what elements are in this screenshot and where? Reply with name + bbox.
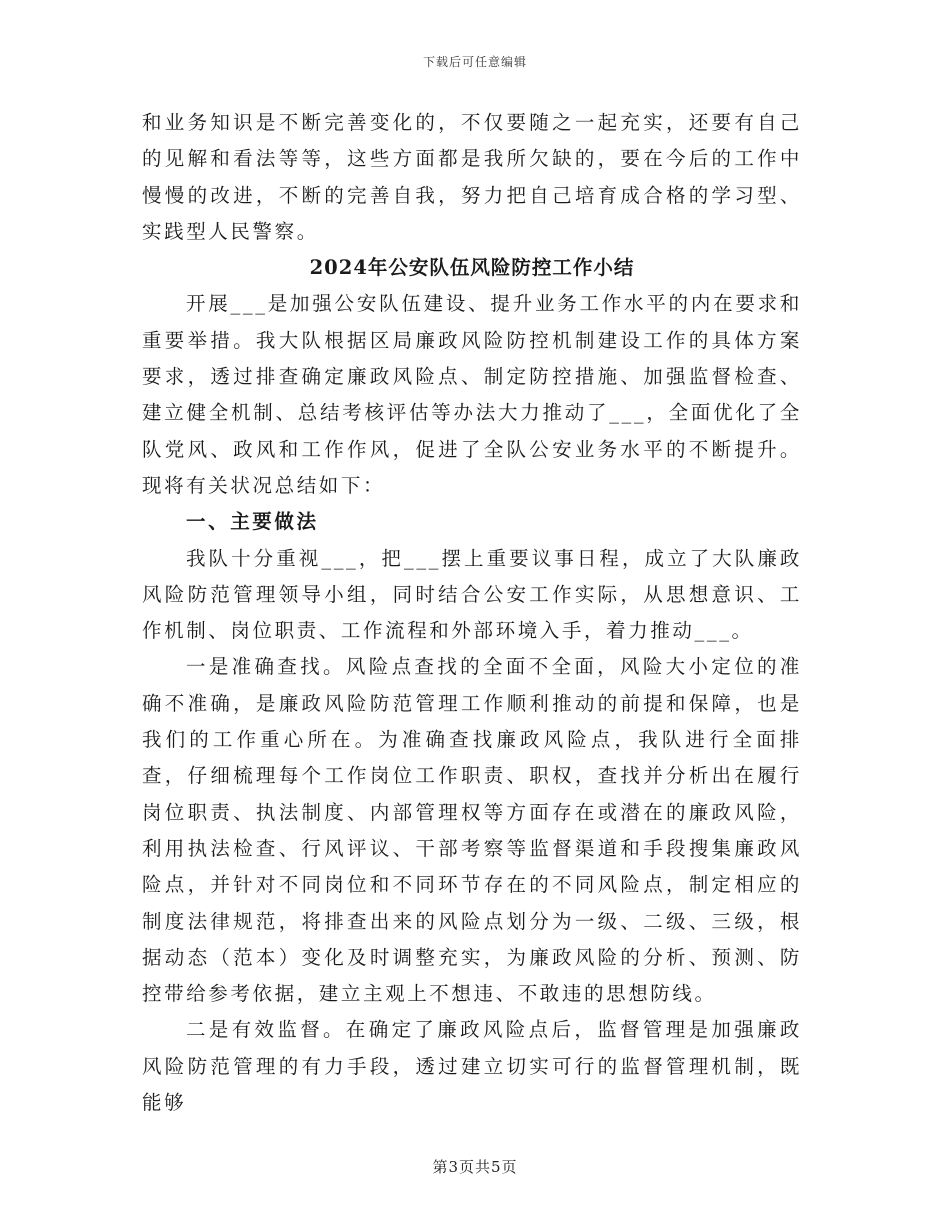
paragraph-accurate-search: 一是准确查找。风险点查找的全面不全面，风险大小定位的准确不准确，是廉政风险防范管理工作顺利推动的前提和保障，也是我们的工作重心所在。为准确查找廉政风险点，我队进行全面排查，仔细梳理每个工作岗位工作职责、职权，查找并分析出在履行岗位职责、执法制度、内部管理权等方面存在或潜在的廉政风险，利用执法检查、行风评议、干部考察等监督渠道和手段搜集廉政风险点，并针对不同岗位和不同环节存在的不同风险点，制定相应的制度法律规范，将排查出来的风险点划分为一级、二级、三级，根据动态（范本）变化及时调整充实，为廉政风险的分析、预测、防控带给参考依据，建立主观上不想违、不敢违的思想防线。	[142, 655, 802, 1006]
download-note: 下载后可任意编辑	[422, 55, 527, 69]
document-title: 2024年公安队伍风险防控工作小结	[309, 256, 635, 280]
document-body	[142, 105, 802, 1121]
paragraph-effective-supervision: 二是有效监督。在确定了廉政风险点后，监督管理是加强廉政风险防范管理的有力手段，透过建立切实可行的监督管理机制，既能够	[142, 1018, 802, 1115]
paragraph-organization: 我队十分重视___，把___摆上重要议事日程，成立了大队廉政风险防范管理领导小组，同时结合公安工作实际，从思想意识、工作机制、岗位职责、工作流程和外部环境入手，着力推动___。	[142, 546, 802, 643]
intro-paragraph: 和业务知识是不断完善变化的，不仅要随之一起充实，还要有自己的见解和看法等等，这些方面都是我所欠缺的，要在今后的工作中慢慢的改进，不断的完善自我，努力把自己培育成合格的学习型、实践型人民警察。	[142, 111, 802, 243]
paragraph-overview: 开展___是加强公安队伍建设、提升业务工作水平的内在要求和重要举措。我大队根据区局廉政风险防控机制建设工作的具体方案要求，透过排查确定廉政风险点、制定防控措施、加强监督检查、建立健全机制、总结考核评估等办法大力推动了___，全面优化了全队党风、政风和工作作风，促进了全队公安业务水平的不断提升。现将有关状况总结如下：	[142, 292, 802, 497]
page-indicator: 第3页共5页	[432, 1158, 518, 1176]
section-heading-main-practices: 一、主要做法	[186, 510, 319, 534]
